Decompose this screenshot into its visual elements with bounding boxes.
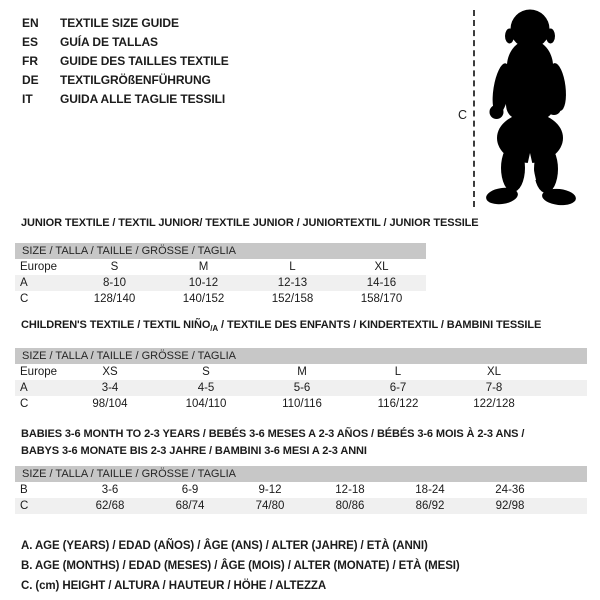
table-row-europe [15, 364, 587, 380]
legend-footnotes [21, 536, 460, 596]
language-row-it [22, 89, 229, 108]
table-cell: 5-6 [293, 382, 311, 395]
footnote-age-years: A. AGE (YEARS) / EDAD (AÑOS) / ÂGE (ANS) / ALTER (JAHRE) / ETÀ (ANNI) [21, 540, 428, 552]
table-row-europe [15, 259, 426, 275]
table-cell: 18-24 [415, 484, 445, 496]
language-code: EN [22, 15, 39, 30]
babies-title-line2: BABYS 3-6 MONATE BIS 2-3 JAHRE / BAMBINI 3-6 MESI A 2-3 ANNI [21, 445, 367, 457]
table-cell: S [110, 261, 119, 273]
babies-table [15, 466, 587, 514]
table-cell: M [198, 261, 209, 273]
table-cell: 3-4 [101, 382, 119, 395]
table-cell: 110/116 [282, 398, 322, 411]
children-textile-section [15, 319, 587, 412]
size-header-bar: SIZE / TALLA / TAILLE / GRÖSSE / TAGLIA [15, 243, 426, 259]
row-label: Europe [20, 261, 58, 273]
table-cell: 12-18 [335, 484, 365, 496]
language-row-en [22, 13, 229, 32]
table-cell: 128/140 [93, 293, 136, 305]
table-cell: 6-9 [181, 484, 199, 496]
footnote-height-cm: C. (cm) HEIGHT / ALTURA / HAUTEUR / HÖHE / ALTEZZA [21, 580, 327, 592]
table-cell: 3-6 [101, 484, 119, 496]
baby-silhouette-icon [485, 8, 578, 208]
children-table-title [15, 319, 587, 335]
table-cell: 24-36 [495, 484, 525, 496]
language-row-es [22, 32, 229, 51]
table-cell: 7-8 [485, 382, 503, 395]
table-cell: 14-16 [366, 277, 397, 289]
table-cell: M [297, 366, 307, 379]
table-row-age-years [15, 380, 587, 396]
height-dashed-line [473, 10, 475, 207]
table-row-age-months [15, 482, 587, 498]
table-cell: 10-12 [188, 277, 219, 289]
children-title-pre: CHILDREN'S TEXTILE / TEXTIL NIÑO [21, 319, 211, 331]
table-cell: 152/158 [271, 293, 314, 305]
language-title-list [22, 13, 229, 108]
table-row-height-cm [15, 396, 587, 412]
table-cell: XS [102, 366, 118, 379]
table-cell: 122/128 [473, 398, 515, 411]
height-figure [459, 8, 594, 212]
table-cell: L [289, 261, 296, 273]
table-cell: 92/98 [495, 500, 525, 512]
children-title-sub: /A [210, 324, 219, 334]
table-cell: XL [486, 366, 502, 379]
table-cell: 98/104 [92, 398, 128, 411]
guide-title-fr: GUIDE DES TAILLES TEXTILE [60, 53, 229, 68]
language-code: DE [22, 72, 39, 87]
table-cell: 104/110 [185, 398, 227, 411]
row-label: A [20, 382, 28, 395]
height-marker-label: C [458, 108, 468, 122]
table-cell: 116/122 [377, 398, 419, 411]
row-label: C [20, 398, 29, 411]
table-row-age-years [15, 275, 426, 291]
babies-textile-section [15, 426, 587, 514]
language-code: IT [22, 91, 33, 106]
table-row-height-cm [15, 291, 426, 307]
language-code: FR [22, 53, 38, 68]
size-header-bar: SIZE / TALLA / TAILLE / GRÖSSE / TAGLIA [15, 466, 587, 482]
footnote-age-months: B. AGE (MONTHS) / EDAD (MESES) / ÂGE (MOIS) / ALTER (MONATE) / ETÀ (MESI) [21, 560, 460, 572]
junior-table [15, 243, 426, 307]
size-header-bar: SIZE / TALLA / TAILLE / GRÖSSE / TAGLIA [15, 348, 587, 364]
table-row-height-cm [15, 498, 587, 514]
language-code: ES [22, 34, 39, 49]
children-table [15, 348, 587, 412]
table-cell: 9-12 [258, 484, 282, 496]
row-label: C [20, 293, 29, 305]
junior-textile-section [15, 217, 479, 307]
children-title-post: / TEXTILE DES ENFANTS / KINDERTEXTIL / BAMBINI TESSILE [218, 319, 542, 331]
table-cell: 4-5 [197, 382, 215, 395]
language-row-de [22, 70, 229, 89]
babies-title-line1: BABIES 3-6 MONTH TO 2-3 YEARS / BEBÉS 3-6 MESES A 2-3 AÑOS / BÉBÉS 3-6 MOIS À 2-3 ANS / [21, 428, 525, 440]
row-label: C [20, 500, 29, 512]
row-label: B [20, 484, 28, 496]
table-cell: 158/170 [360, 293, 403, 305]
guide-title-es: GUÍA DE TALLAS [60, 34, 158, 49]
table-cell: 12-13 [277, 277, 308, 289]
table-cell: 62/68 [95, 500, 125, 512]
guide-title-it: GUIDA ALLE TAGLIE TESSILI [60, 91, 226, 106]
table-cell: 6-7 [389, 382, 407, 395]
table-cell: 86/92 [415, 500, 445, 512]
guide-title-en: TEXTILE SIZE GUIDE [60, 15, 179, 30]
table-cell: 68/74 [175, 500, 205, 512]
table-cell: XL [374, 261, 389, 273]
table-cell: 74/80 [255, 500, 285, 512]
table-cell: L [394, 366, 402, 379]
table-cell: S [202, 366, 210, 379]
babies-table-title [15, 426, 587, 460]
language-row-fr [22, 51, 229, 70]
guide-title-de: TEXTILGRÖßENFÜHRUNG [60, 72, 211, 87]
row-label: Europe [20, 366, 58, 379]
row-label: A [20, 277, 28, 289]
junior-table-title: JUNIOR TEXTILE / TEXTIL JUNIOR/ TEXTILE JUNIOR / JUNIORTEXTIL / JUNIOR TESSILE [21, 217, 479, 229]
table-cell: 8-10 [102, 277, 127, 289]
table-cell: 80/86 [335, 500, 365, 512]
table-cell: 140/152 [182, 293, 225, 305]
